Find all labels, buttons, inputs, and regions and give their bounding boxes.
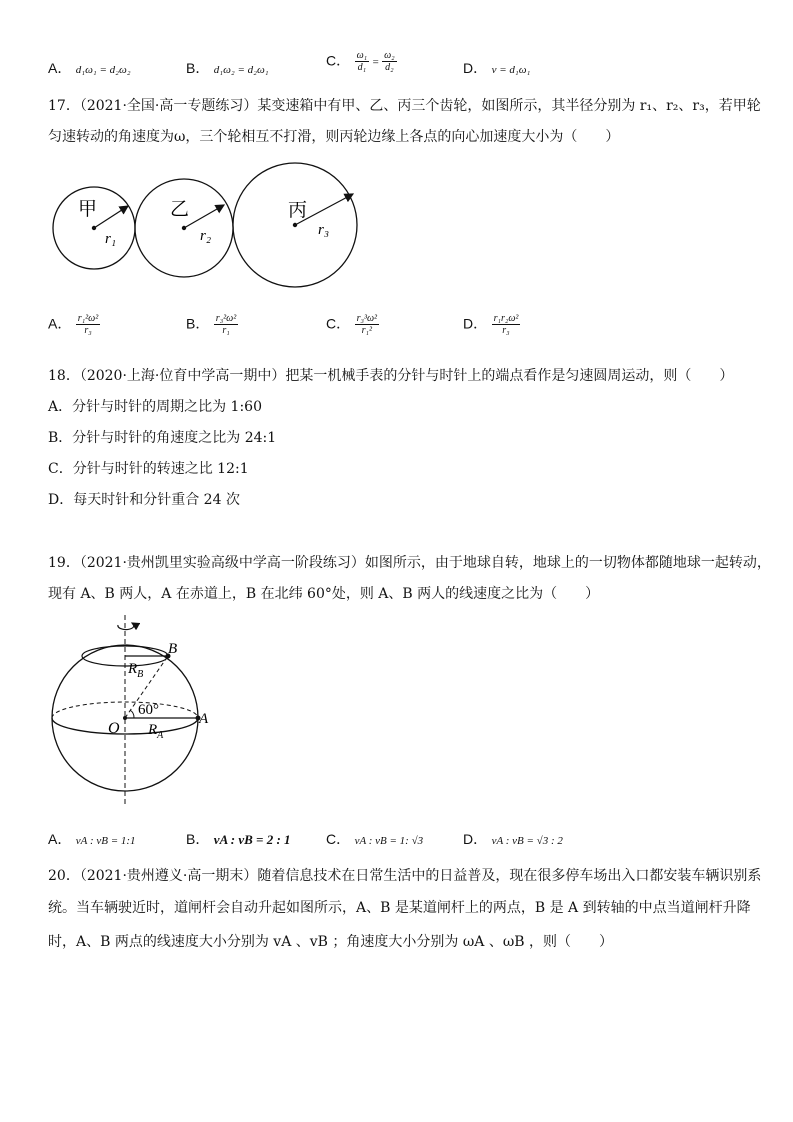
gear-2-name: 乙 (170, 199, 190, 220)
q19-option-a-label: A． (48, 831, 72, 847)
q17-option-c (326, 313, 379, 336)
q19-option-c (326, 829, 423, 851)
q18-option-a: A．分针与时针的周期之比为 1:60 (48, 399, 262, 415)
q18-option-d: D．每天时针和分针重合 24 次 (48, 492, 240, 508)
q16-option-b-label: B． (186, 60, 210, 76)
q16-option-c-label: C． (326, 52, 351, 69)
q19-option-d-label: D． (463, 831, 488, 847)
angle-label: 60° (138, 702, 159, 718)
radius-b-subscript: B (137, 669, 144, 680)
q16-option-c: C． $\frac{\text{ω₁}}{\text{d₁}}$ = $\frac{\text{ω₂}}{\text{d₂}}$ (326, 50, 395, 73)
q19-earth-figure (48, 615, 218, 810)
q19-option-c-text: vA : vB = 1: √3 (354, 835, 424, 847)
radius-a-label: R (148, 722, 158, 738)
radius-a-subscript: A (157, 730, 164, 741)
q19-stem-line1: 19．（2021·贵州凯里实验高级中学高一阶段练习）如图所示，由于地球自转，地球上的一切物体都随地球一起转动， (48, 555, 771, 571)
gear-3-radius: r₃ (318, 222, 330, 238)
q17-option-a-frac: $\frac{\text{r₁²ω²}}{\text{r₃}}$ (77, 313, 99, 336)
q17-option-d (463, 313, 520, 336)
q17-stem-line1: 17．（2021·全国·高一专题练习）某变速箱中有甲、乙、丙三个齿轮，如图所示，其半径分别为 r₁、r₂、r₃，若甲轮 (48, 98, 761, 114)
q17-option-d-frac: $\frac{\text{r₁r₂ω²}}{\text{r₃}}$ (493, 313, 519, 336)
q19-option-b-text: vA : vB = 2 : 1 (213, 832, 291, 847)
q19-option-a (48, 829, 136, 851)
svg-text:RA (147, 722, 164, 741)
q17-option-a (48, 313, 100, 336)
q19-stem-line2: 现有 A、B 两人，A 在赤道上，B 在北纬 60°处，则 A、B 两人的线速度之比为（ ） (48, 586, 600, 602)
radius-b-label: R (128, 661, 138, 677)
svg-text:RB (127, 661, 143, 680)
gear-3-name: 丙 (288, 200, 308, 221)
q16-option-a-label: A． (48, 60, 72, 76)
q18-option-c: C．分针与时针的转速之比 12:1 (48, 461, 249, 477)
q16-option-d-label: D． (463, 60, 488, 76)
q17-option-b-frac: $\frac{\text{r₃²ω²}}{\text{r₁}}$ (215, 313, 237, 336)
q17-gears-figure (50, 160, 360, 290)
q16-option-b-text: d₁ω₂ = d₂ω₁ (213, 64, 269, 76)
gear-2-radius: r₂ (200, 228, 212, 244)
q17-option-a-label: A． (48, 315, 72, 332)
q20-stem-line1: 20．（2021·贵州遵义·高一期末）随着信息技术在日常生活中的日益普及，现在很多停车场出入口都安装车辆识别系 (48, 868, 762, 884)
gear-1-radius: r₁ (105, 231, 117, 247)
point-o-label: O (108, 720, 120, 737)
q18-stem: 18．（2020·上海·位育中学高一期中）把某一机械手表的分针与时针上的端点看作是匀速圆周运动，则（ ） (48, 368, 734, 384)
q17-option-b-label: B． (186, 315, 210, 332)
q17-option-d-label: D． (463, 315, 488, 332)
q17-stem-line2: 匀速转动的角速度为ω，三个轮相互不打滑，则丙轮边缘上各点的向心加速度大小为（ ） (48, 129, 620, 145)
q19-option-a-text: vA : vB = 1:1 (75, 835, 136, 847)
point-a-label: A (199, 711, 209, 727)
q17-option-c-label: C． (326, 315, 351, 332)
q16-option-c-frac-left: $\frac{\text{ω₁}}{\text{d₁}}$ (356, 50, 368, 73)
q17-option-b (186, 313, 238, 336)
q16-option-a-text: d₁ω₁ = d₂ω₂ (75, 64, 131, 76)
q19-option-b (186, 829, 291, 850)
q16-option-b (186, 58, 269, 80)
q19-option-b-label: B． (186, 831, 210, 847)
q19-option-c-label: C． (326, 831, 351, 847)
q16-option-d-text: v = d₁ω₁ (491, 64, 531, 76)
q16-option-c-frac-right: $\frac{\text{ω₂}}{\text{d₂}}$ (384, 50, 395, 73)
q19-option-d (463, 829, 563, 851)
q16-option-d (463, 58, 530, 80)
q20-stem-line2: 统。当车辆驶近时，道闸杆会自动升起如图所示，A、B 是某道闸杆上的两点，B 是 A 到转轴的中点当道闸杆升降 (48, 900, 751, 916)
q16-option-a (48, 58, 131, 80)
gear-1-name: 甲 (78, 199, 98, 220)
point-b-label: B (168, 641, 178, 657)
q17-option-c-frac: $\frac{\text{r₃³ω²}}{\text{r₁²}}$ (356, 313, 378, 336)
q20-stem-line3: 时，A、B 两点的线速度大小分别为 vA 、vB ；角速度大小分别为 ωA 、ωB ，则（ ） (48, 934, 613, 950)
q19-option-d-text: vA : vB = √3 : 2 (491, 835, 563, 847)
q18-option-b: B．分针与时针的角速度之比为 24:1 (48, 430, 277, 446)
